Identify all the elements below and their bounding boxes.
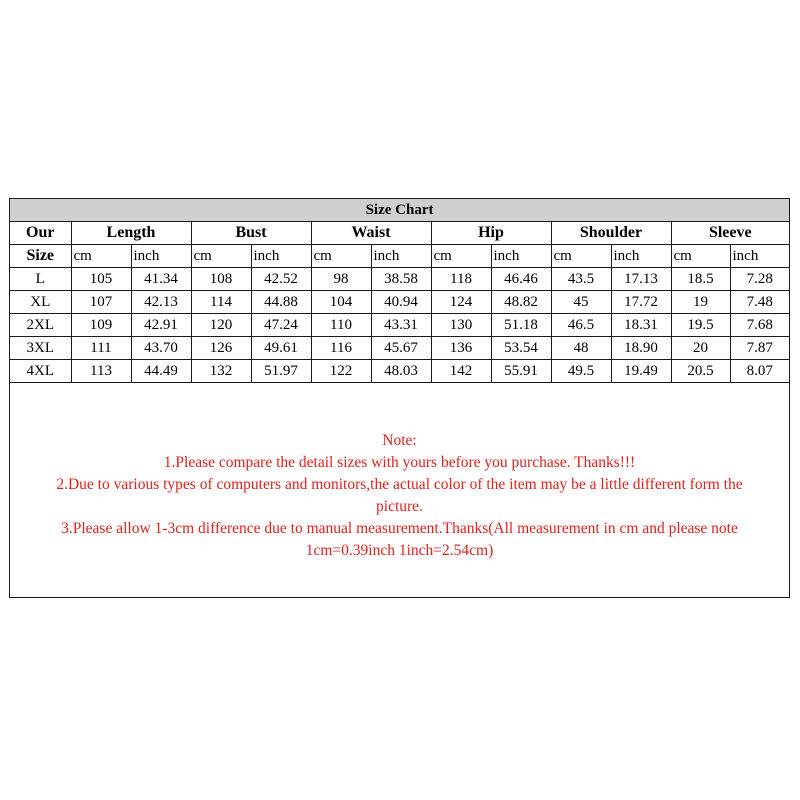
value-cell: 42.13 [131, 291, 191, 314]
unit-inch: inch [371, 245, 431, 268]
value-cell: 109 [71, 314, 131, 337]
value-cell: 38.58 [371, 268, 431, 291]
unit-cm: cm [431, 245, 491, 268]
table-row [10, 268, 789, 291]
value-cell: 114 [191, 291, 251, 314]
size-cell: L [10, 268, 71, 291]
value-cell: 113 [71, 360, 131, 383]
unit-cm: cm [311, 245, 371, 268]
size-chart-panel [9, 198, 790, 598]
value-cell: 8.07 [730, 360, 789, 383]
value-cell: 42.52 [251, 268, 311, 291]
value-cell: 98 [311, 268, 371, 291]
note-line-3-cont: 1cm=0.39inch 1inch=2.54cm) [305, 542, 494, 559]
value-cell: 19.49 [611, 360, 671, 383]
note-line-1: 1.Please compare the detail sizes with yours before you purchase. Thanks!!! [163, 454, 636, 471]
value-cell: 42.91 [131, 314, 191, 337]
note-heading: Note: [382, 432, 417, 449]
unit-inch: inch [611, 245, 671, 268]
value-cell: 107 [71, 291, 131, 314]
unit-row [10, 245, 789, 268]
value-cell: 110 [311, 314, 371, 337]
value-cell: 130 [431, 314, 491, 337]
value-cell: 7.68 [730, 314, 789, 337]
unit-inch: inch [131, 245, 191, 268]
value-cell: 142 [431, 360, 491, 383]
value-cell: 49.5 [551, 360, 611, 383]
unit-inch: inch [491, 245, 551, 268]
value-cell: 108 [191, 268, 251, 291]
value-cell: 132 [191, 360, 251, 383]
value-cell: 17.13 [611, 268, 671, 291]
header-our: Our [10, 222, 71, 245]
value-cell: 48 [551, 337, 611, 360]
value-cell: 105 [71, 268, 131, 291]
value-cell: 43.70 [131, 337, 191, 360]
value-cell: 46.5 [551, 314, 611, 337]
value-cell: 40.94 [371, 291, 431, 314]
value-cell: 7.48 [730, 291, 789, 314]
value-cell: 18.90 [611, 337, 671, 360]
unit-cm: cm [191, 245, 251, 268]
table-row [10, 360, 789, 383]
notes-section [10, 430, 789, 562]
unit-cm: cm [671, 245, 730, 268]
header-length: Length [71, 222, 191, 245]
value-cell: 20.5 [671, 360, 730, 383]
table-row [10, 337, 789, 360]
value-cell: 48.82 [491, 291, 551, 314]
value-cell: 17.72 [611, 291, 671, 314]
value-cell: 118 [431, 268, 491, 291]
value-cell: 7.87 [730, 337, 789, 360]
unit-inch: inch [730, 245, 789, 268]
value-cell: 48.03 [371, 360, 431, 383]
value-cell: 18.5 [671, 268, 730, 291]
value-cell: 111 [71, 337, 131, 360]
value-cell: 44.49 [131, 360, 191, 383]
size-rows [10, 268, 789, 383]
unit-cm: cm [551, 245, 611, 268]
value-cell: 53.54 [491, 337, 551, 360]
header-sleeve: Sleeve [671, 222, 789, 245]
header-shoulder: Shoulder [551, 222, 671, 245]
header-waist: Waist [311, 222, 431, 245]
note-line-2-cont: picture. [376, 498, 423, 515]
value-cell: 18.31 [611, 314, 671, 337]
value-cell: 51.97 [251, 360, 311, 383]
unit-inch: inch [251, 245, 311, 268]
chart-title: Size Chart [10, 199, 789, 222]
value-cell: 20 [671, 337, 730, 360]
header-size: Size [10, 245, 71, 268]
note-line-3: 3.Please allow 1-3cm difference due to manual measurement.Thanks(All measurement in cm and please note [61, 520, 738, 537]
value-cell: 124 [431, 291, 491, 314]
header-hip: Hip [431, 222, 551, 245]
size-cell: 4XL [10, 360, 71, 383]
value-cell: 47.24 [251, 314, 311, 337]
value-cell: 46.46 [491, 268, 551, 291]
title-row [10, 199, 789, 222]
value-cell: 136 [431, 337, 491, 360]
size-cell: XL [10, 291, 71, 314]
value-cell: 7.28 [730, 268, 789, 291]
value-cell: 51.18 [491, 314, 551, 337]
header-bust: Bust [191, 222, 311, 245]
value-cell: 122 [311, 360, 371, 383]
value-cell: 19.5 [671, 314, 730, 337]
table-row [10, 291, 789, 314]
unit-cm: cm [71, 245, 131, 268]
value-cell: 19 [671, 291, 730, 314]
note-line-2: 2.Due to various types of computers and monitors,the actual color of the item may be a little different form the [56, 476, 743, 493]
value-cell: 55.91 [491, 360, 551, 383]
value-cell: 43.31 [371, 314, 431, 337]
value-cell: 43.5 [551, 268, 611, 291]
value-cell: 104 [311, 291, 371, 314]
table-row [10, 314, 789, 337]
value-cell: 120 [191, 314, 251, 337]
value-cell: 116 [311, 337, 371, 360]
header-row [10, 222, 789, 245]
size-cell: 3XL [10, 337, 71, 360]
value-cell: 49.61 [251, 337, 311, 360]
value-cell: 44.88 [251, 291, 311, 314]
value-cell: 45.67 [371, 337, 431, 360]
value-cell: 126 [191, 337, 251, 360]
value-cell: 41.34 [131, 268, 191, 291]
size-cell: 2XL [10, 314, 71, 337]
size-chart-table [10, 199, 789, 383]
value-cell: 45 [551, 291, 611, 314]
